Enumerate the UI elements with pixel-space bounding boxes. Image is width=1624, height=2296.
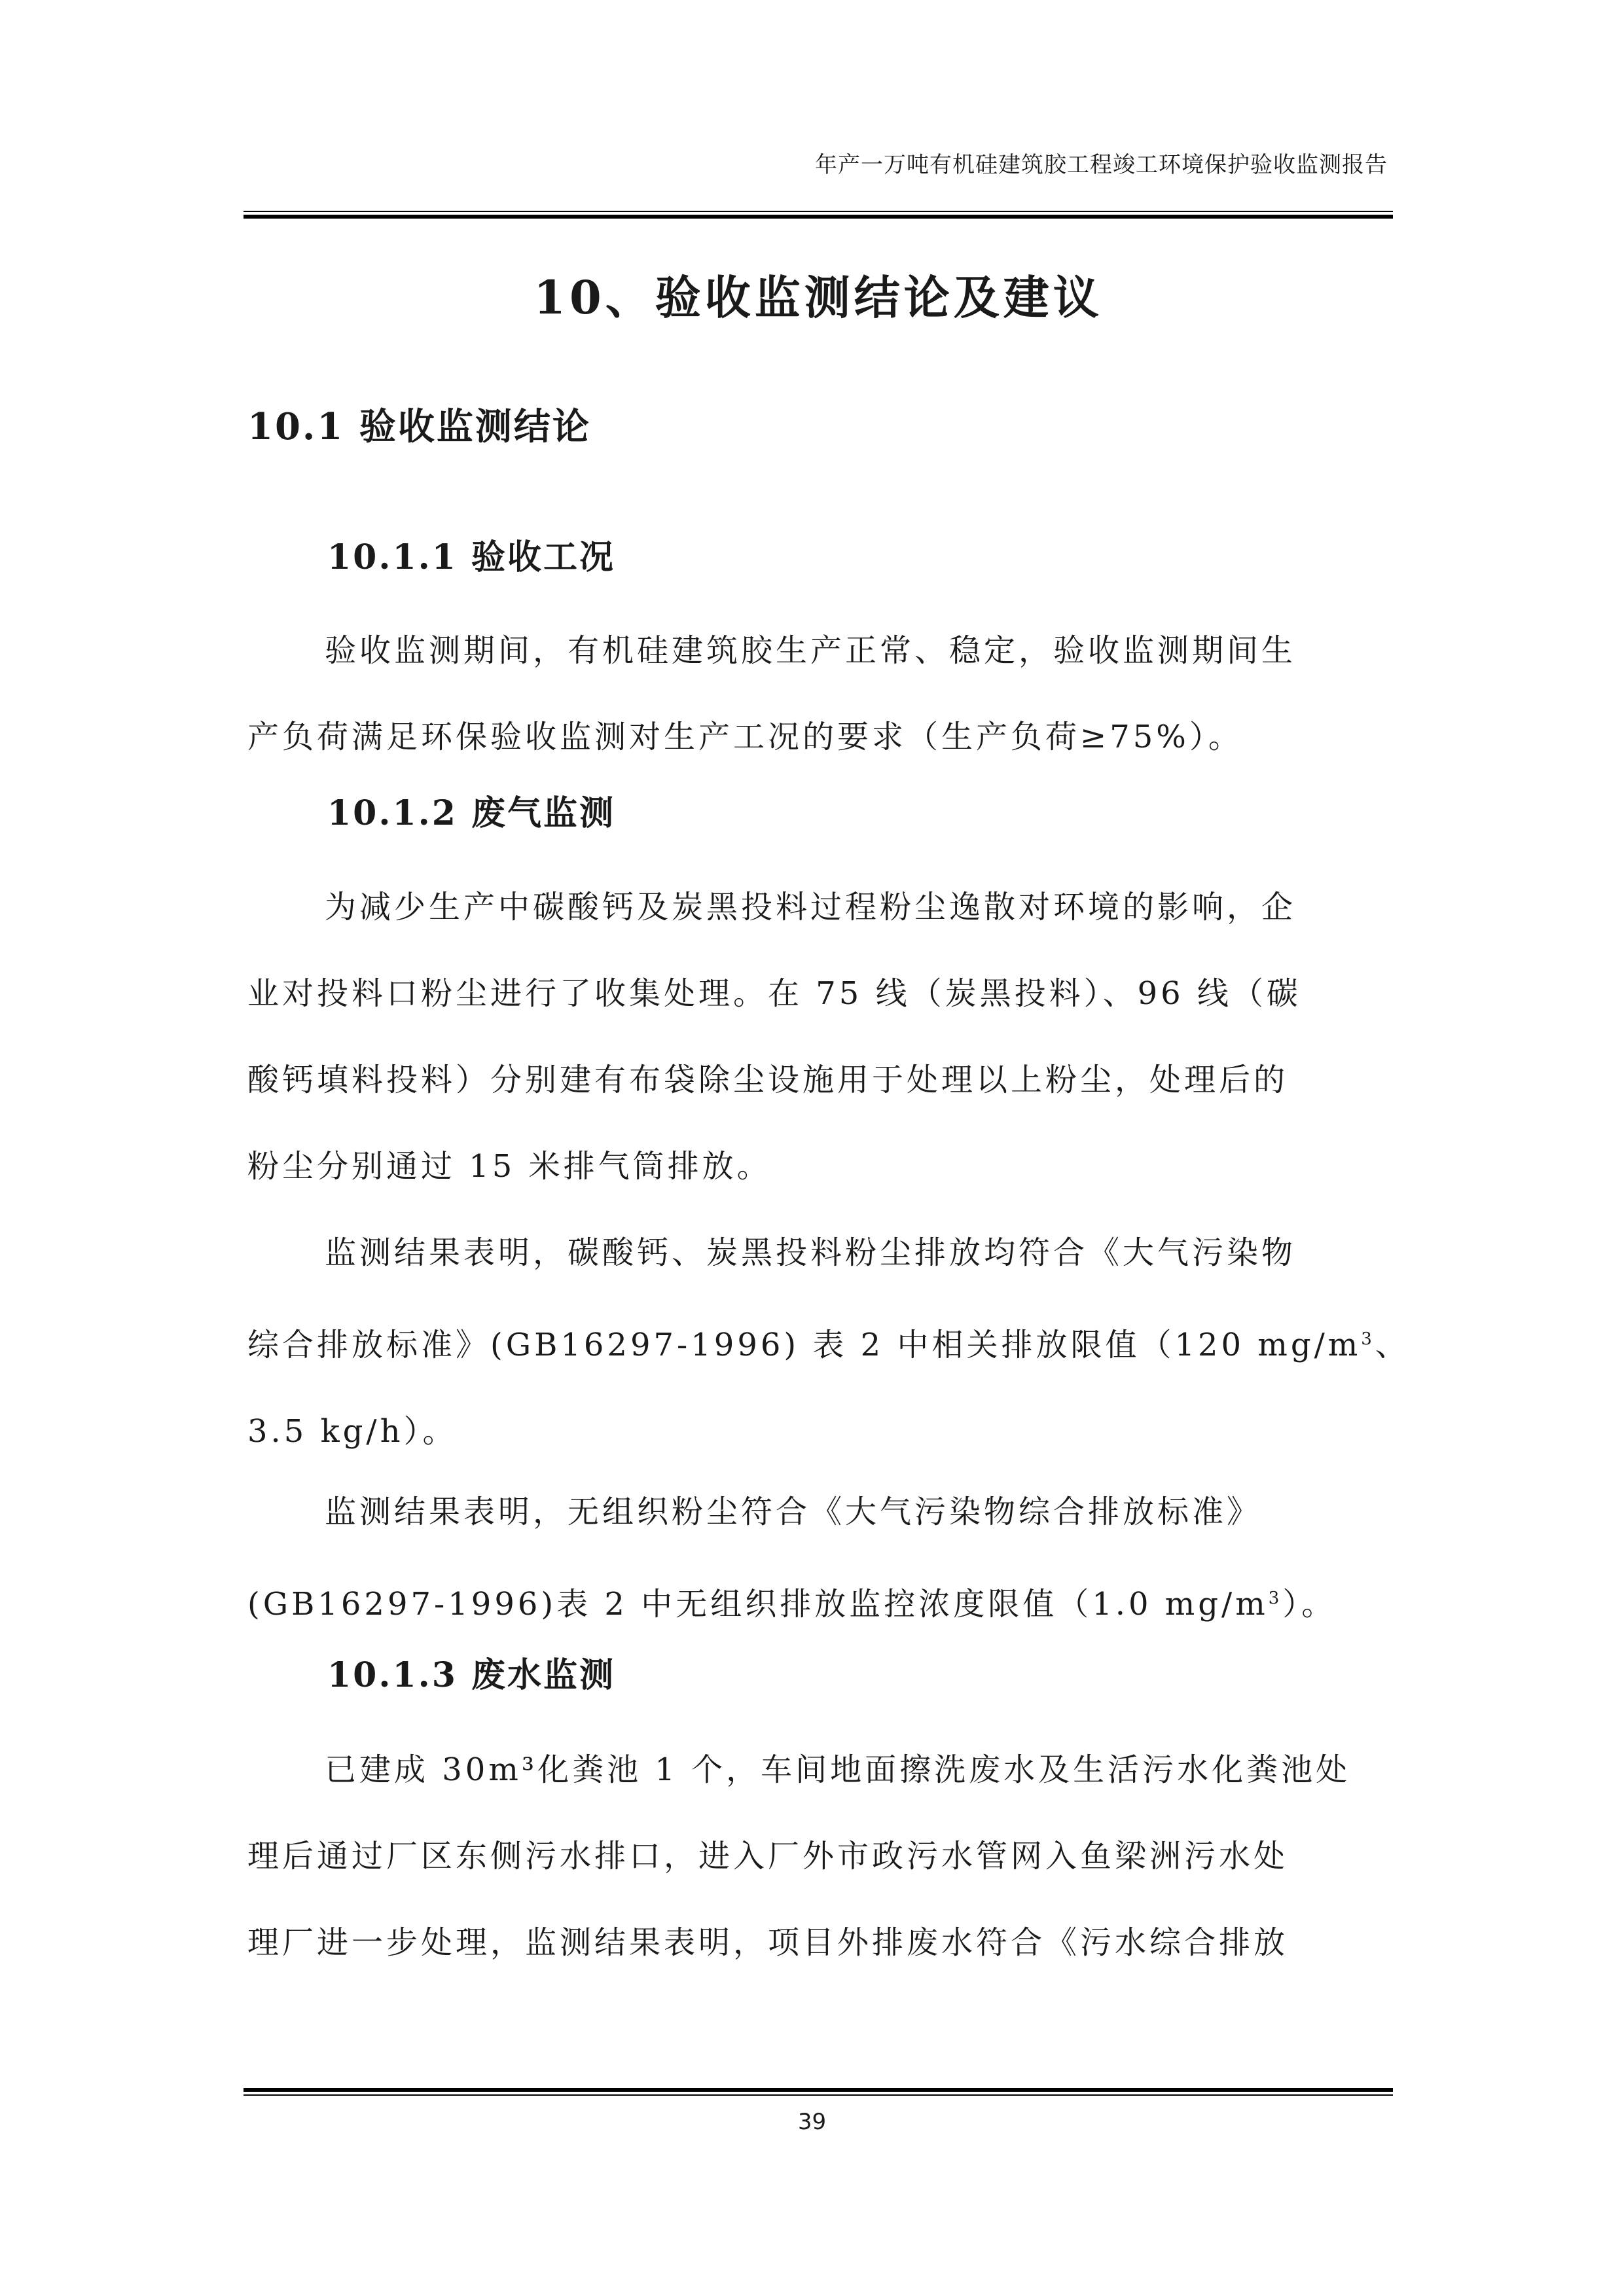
subsection-title-exhaust-gas: 10.1.2 废气监测	[327, 793, 616, 833]
paragraph-line: 理厂进一步处理，监测结果表明，项目外排废水符合《污水综合排放	[247, 1924, 1289, 1961]
header-rule-thick	[244, 215, 1393, 219]
paragraph-text: 综合排放标准》(GB16297-1996) 表 2 中相关排放限值（120 mg/m	[247, 1327, 1362, 1363]
header-rule-thin	[244, 211, 1393, 212]
paragraph-line	[247, 1469, 1386, 1555]
section-title: 10.1 验收监测结论	[247, 405, 591, 448]
subsection-title-wastewater: 10.1.3 废水监测	[327, 1655, 616, 1695]
paragraph-text: ）。	[1282, 1586, 1337, 1623]
running-header: 年产一万吨有机硅建筑胶工程竣工环境保护验收监测报告	[815, 152, 1388, 178]
paragraph-line	[247, 1555, 1386, 1647]
paragraph-text: 、	[1375, 1327, 1410, 1363]
paragraph-line: 粉尘分别通过 15 米排气筒排放。	[247, 1148, 772, 1185]
paragraph-text: 为减少生产中碳酸钙及炭黑投料过程粉尘逸散对环境的影响，企	[325, 889, 1297, 925]
superscript: 3	[1361, 1329, 1375, 1349]
paragraph-text: 监测结果表明，碳酸钙、炭黑投料粉尘排放均符合《大气污染物	[325, 1234, 1297, 1271]
paragraph-line: 业对投料口粉尘进行了收集处理。在 75 线（炭黑投料）、96 线（碳	[247, 975, 1301, 1012]
paragraph-text: 监测结果表明，无组织粉尘符合《大气污染物综合排放标准》	[325, 1494, 1262, 1530]
paragraph-exhaust-gas-results-organized	[247, 1210, 1410, 1475]
paragraph-line	[247, 1727, 1386, 1813]
paragraph-line	[247, 1296, 1410, 1388]
paragraph-line: 理后通过厂区东侧污水排口，进入厂外市政污水管网入鱼梁洲污水处	[247, 1838, 1289, 1874]
paragraph-line	[247, 607, 1386, 694]
paragraph-line: 酸钙填料投料）分别建有布袋除尘设施用于处理以上粉尘，处理后的	[247, 1062, 1289, 1098]
subsection-title-operating-conditions: 10.1.1 验收工况	[327, 537, 616, 577]
paragraph-wastewater	[247, 1727, 1386, 1986]
footer-rule-thick	[244, 2088, 1393, 2092]
paragraph-text: (GB16297-1996)表 2 中无组织排放监控浓度限值（1.0 mg/m	[247, 1586, 1269, 1623]
superscript: 3	[1268, 1588, 1283, 1608]
paragraph-line: 产负荷满足环保验收监测对生产工况的要求（生产负荷≥75%）。	[247, 719, 1243, 755]
paragraph-exhaust-gas-measures	[247, 864, 1386, 1210]
page-number: 39	[797, 2109, 827, 2135]
paragraph-exhaust-gas-results-fugitive	[247, 1469, 1386, 1647]
paragraph-line	[247, 864, 1386, 950]
chapter-title: 10、验收监测结论及建议	[533, 270, 1103, 325]
paragraph-text: 验收监测期间，有机硅建筑胶生产正常、稳定，验收监测期间生	[325, 632, 1297, 669]
footer-rule-thin	[244, 2094, 1393, 2096]
paragraph-line	[247, 1210, 1386, 1296]
paragraph-line: 3.5 kg/h）。	[247, 1413, 458, 1450]
paragraph-operating-conditions	[247, 607, 1386, 780]
paragraph-text: 已建成 30m³化粪池 1 个，车间地面擦洗废水及生活污水化粪池处	[325, 1751, 1351, 1788]
